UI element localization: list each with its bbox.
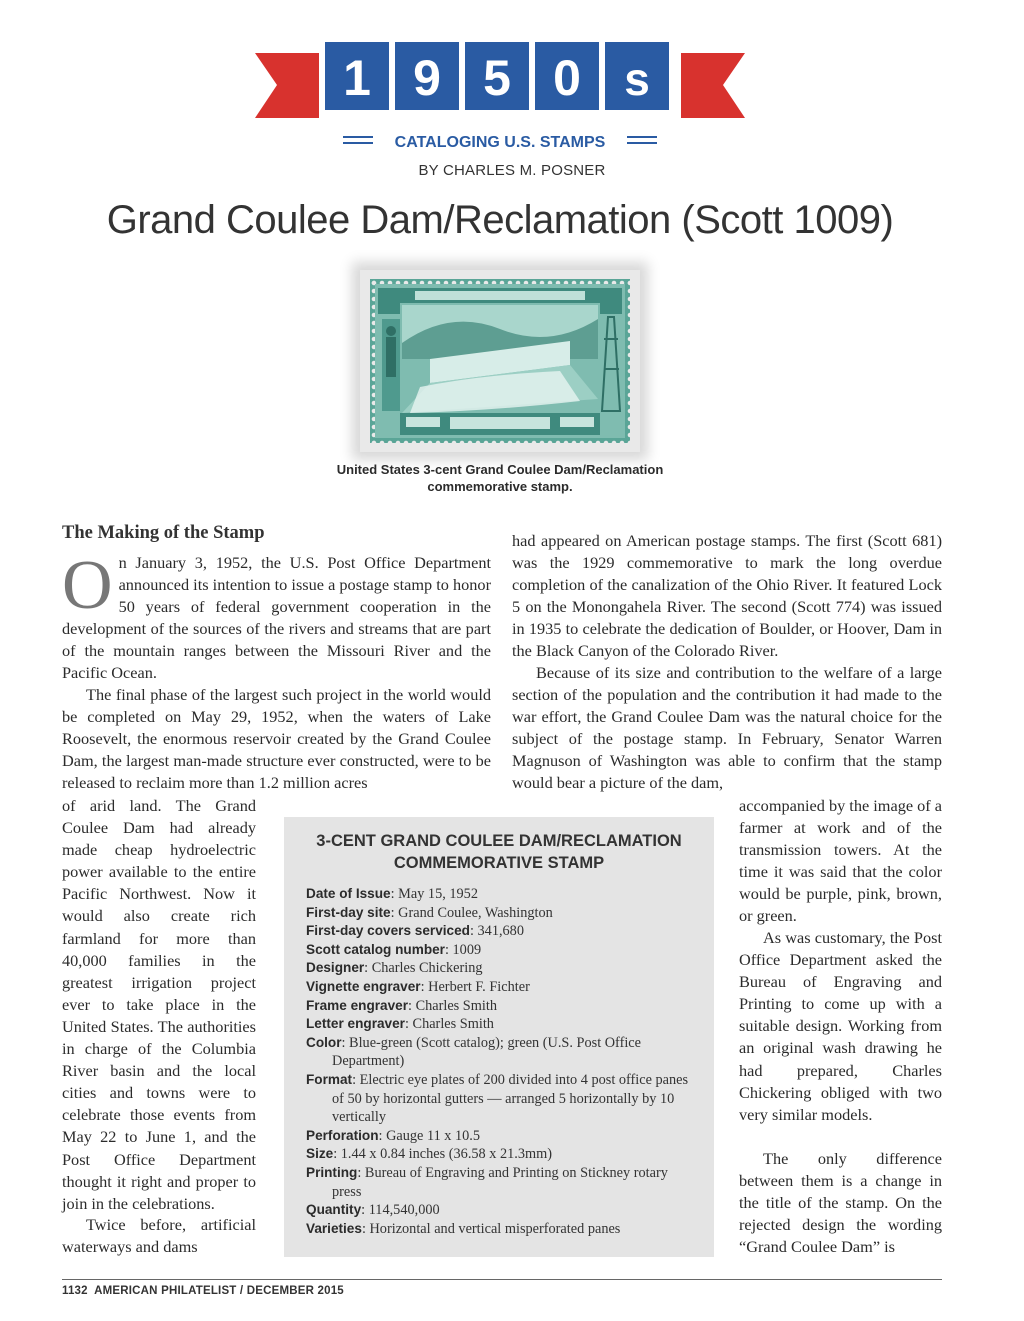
spec-label: Color: [306, 1034, 342, 1050]
paragraph: Because of its size and contribution to the welfare of a large section of the population and the contribution it had made to the war effort, the Grand Coulee Dam was the natural choice for the subject of the postage stamp. In February, Senator Warren Magnuson of Washington was able to confirm that the stamp would bear a picture of the dam,: [512, 663, 942, 793]
drop-cap: O: [62, 547, 113, 624]
spec-value: Herbert F. Fichter: [428, 978, 530, 995]
spec-item: Color: Blue-green (Scott catalog); green (U.S. Post Office Department): [306, 1034, 641, 1070]
spec-label: First-day covers serviced: [306, 923, 470, 939]
spec-item: Quantity: 114,540,000: [306, 1202, 440, 1219]
spec-label: First-day site: [306, 904, 391, 920]
logo-char: s: [624, 53, 650, 105]
spec-label: Scott catalog number: [306, 941, 445, 957]
spec-item: Format: Electric eye plates of 200 divided into 4 post office panes of 50 by horizontal gutters — arranged 5 horizontally by 10 vertically: [306, 1071, 689, 1126]
spec-value: Charles Chickering: [371, 960, 483, 977]
page-footer: 1132 AMERICAN PHILATELIST / DECEMBER 2015: [62, 1285, 344, 1297]
spec-value: 1009: [452, 941, 482, 958]
section-heading: The Making of the Stamp: [62, 523, 265, 543]
spec-label: Date of Issue: [306, 886, 391, 901]
paragraph: As was customary, the Post Office Department asked the Bureau of Engraving and Printing to come up with a suitable design. Working from an original wash drawing he had prepared, Charles Chickering obliged with two very similar models.: [739, 928, 942, 1124]
series-logo: [255, 38, 745, 158]
spec-value: May 15, 1952: [398, 886, 478, 902]
paragraph: The final phase of the largest such project in the world would be completed on May 29, 1952, when the waters of Lake Roosevelt, the enormous reservoir created by the Grand Coulee Dam, the largest man-made structure ever constructed, were to be released to reclaim more than 1.2 million acres: [62, 685, 491, 793]
spec-item: Date of Issue: May 15, 1952: [306, 886, 478, 902]
spec-item: Designer: Charles Chickering: [306, 960, 483, 977]
spec-label: Printing: [306, 1164, 358, 1180]
logo-tiles: [325, 42, 669, 110]
spec-value: Charles Smith: [415, 997, 497, 1014]
page-title: Grand Coulee Dam/Reclamation (Scott 1009): [106, 198, 894, 242]
logo-char: 9: [413, 50, 441, 106]
paragraph-text: n January 3, 1952, the U.S. Post Office Department announced its intention to issue a postage stamp to honor 50 years of federal government cooperation in the development of the sources of the rivers and streams that are part of the mountain ranges between the Missouri River and the Pacific Ocean.: [62, 553, 491, 683]
paragraph-intro: [62, 547, 491, 685]
spec-label: Letter engraver: [306, 1016, 405, 1032]
spec-item: Varieties: Horizontal and vertical misperforated panes: [306, 1220, 621, 1237]
spec-value: Charles Smith: [412, 1016, 494, 1033]
spec-value: Blue-green (Scott catalog); green (U.S. Post Office Department): [332, 1034, 641, 1070]
spec-item: Size: 1.44 x 0.84 inches (36.58 x 21.3mm): [306, 1146, 553, 1163]
paragraph: of arid land. The Grand Coulee Dam had already made cheap hydroelectric power available to the entire Pacific Northwest. Now it would also create rich farmland for more than 40,000 families in the greatest irrigation project ever to take place in the United States. The authorities in charge of the Columbia River basin and the local cities and towns were to celebrate those events from May 22 to June 1, and the Post Office Department thought it right and proper to join in the celebrations.: [62, 796, 256, 1213]
paragraph: Twice before, artificial waterways and dams: [62, 1215, 256, 1257]
stamp-caption: United States 3-cent Grand Coulee Dam/Reclamation commemorative stamp.: [336, 462, 664, 494]
spec-label: Designer: [306, 960, 365, 976]
spec-value: Gauge 11 x 10.5: [386, 1127, 481, 1144]
spec-item: Printing: Bureau of Engraving and Printing on Stickney rotary press: [306, 1164, 668, 1200]
spec-label: Quantity: [306, 1202, 362, 1218]
paragraph: accompanied by the image of a farmer at work and of the transmission towers. At the time it was said that the color would be purple, pink, brown, or green.: [739, 796, 942, 926]
byline: BY CHARLES M. POSNER: [418, 162, 606, 179]
spec-label: Vignette engraver: [306, 978, 421, 994]
paragraph: had appeared on American postage stamps. The first (Scott 681) was the 1929 commemorative to mark the long overdue completion of the canalization of the Ohio River. It featured Lock 5 on the Monongahela River. The second (Scott 774) was issued in 1935 to celebrate the dedication of Boulder, or Hoover, Dam in the Black Canyon of the Colorado River.: [512, 531, 942, 661]
stamp-image: [370, 279, 630, 443]
ribbon-right: [670, 53, 745, 118]
spec-item: Letter engraver: Charles Smith: [306, 1016, 494, 1033]
spec-value: 1.44 x 0.84 inches (36.58 x 21.3mm): [340, 1146, 553, 1163]
spec-label: Perforation: [306, 1127, 379, 1143]
spec-label: Varieties: [306, 1220, 362, 1236]
spec-value: Grand Coulee, Washington: [398, 904, 553, 921]
spec-item: First-day site: Grand Coulee, Washington: [306, 904, 553, 921]
spec-value: Horizontal and vertical misperforated panes: [369, 1220, 621, 1237]
footer-rule: [62, 1279, 942, 1280]
paragraph: The only difference between them is a change in the title of the stamp. On the rejected design the wording “Grand Coulee Dam” is: [739, 1149, 942, 1257]
stamp-image-frame: [360, 270, 640, 452]
spec-item: Perforation: Gauge 11 x 10.5: [306, 1127, 481, 1144]
spec-label: Format: [306, 1071, 353, 1087]
ribbon-left: [255, 53, 330, 118]
spec-value: 114,540,000: [368, 1202, 440, 1219]
spec-label: Frame engraver: [306, 997, 409, 1013]
spec-item: Scott catalog number: 1009: [306, 941, 482, 958]
logo-char: 5: [483, 50, 511, 106]
stamp-facts-sidebar: [284, 817, 714, 1257]
sidebar-title: 3-CENT GRAND COULEE DAM/RECLAMATION COMMEMORATIVE STAMP: [316, 832, 682, 872]
spec-value: Bureau of Engraving and Printing on Stickney rotary press: [332, 1164, 668, 1200]
spec-item: First-day covers serviced: 341,680: [306, 923, 524, 940]
spec-value: Electric eye plates of 200 divided into 4 post office panes of 50 by horizontal gutters — arranged 5 horizontally by 10 vertically: [332, 1071, 689, 1126]
logo-char: 1: [343, 50, 371, 106]
spec-value: 341,680: [477, 923, 524, 940]
spec-item: Vignette engraver: Herbert F. Fichter: [306, 978, 530, 995]
spec-list: [306, 885, 698, 1238]
series-subtitle: CATALOGING U.S. STAMPS: [394, 134, 606, 151]
logo-char: 0: [553, 50, 581, 106]
spec-item: Frame engraver: Charles Smith: [306, 997, 497, 1014]
spec-label: Size: [306, 1146, 334, 1162]
